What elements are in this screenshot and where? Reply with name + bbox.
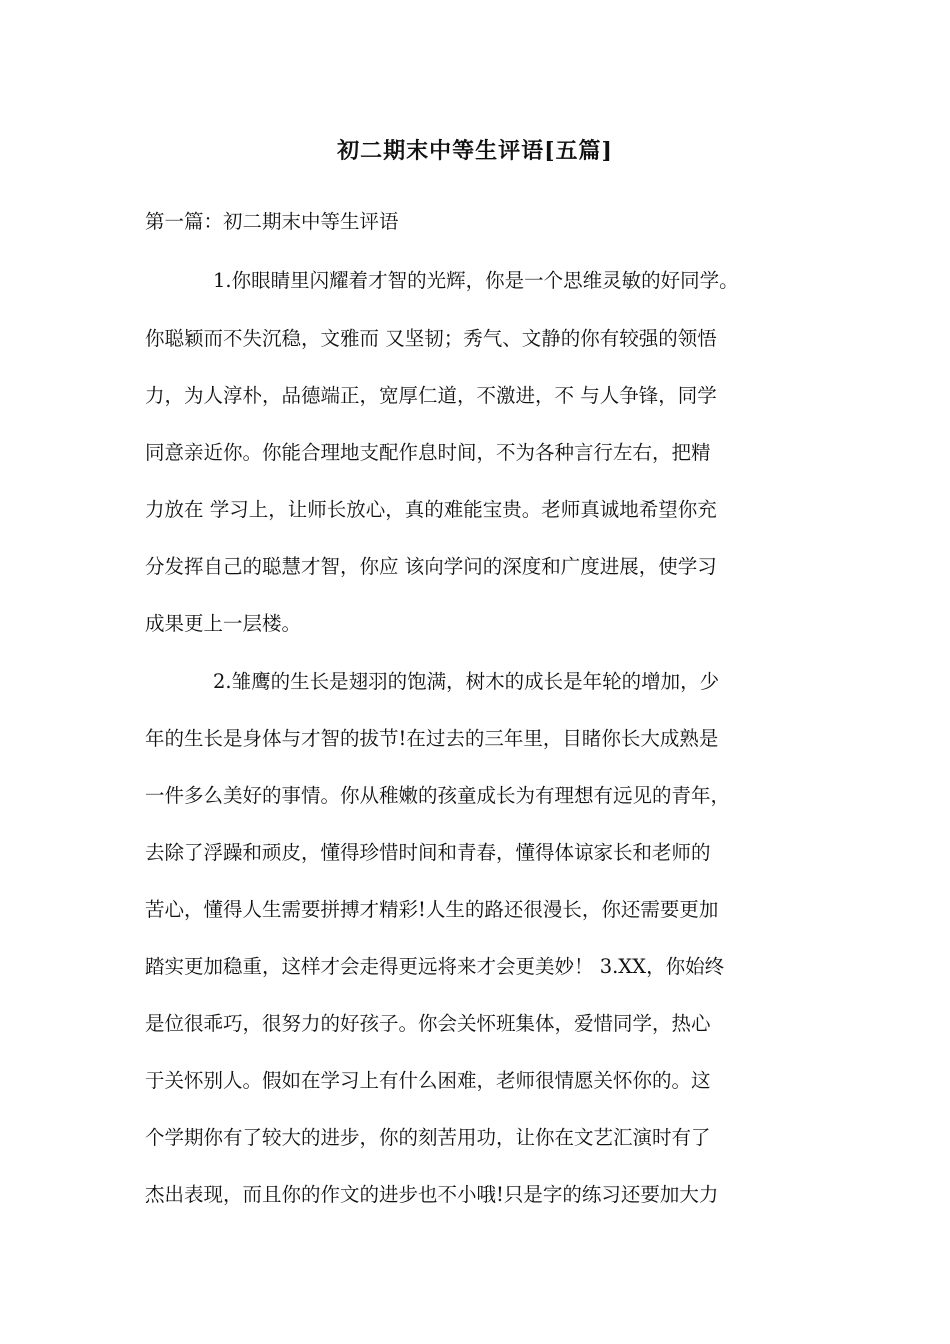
paragraph-line: 同意亲近你。你能合理地支配作息时间，不为各种言行左右，把精 bbox=[145, 441, 711, 464]
paragraph-line: 力放在 学习上，让师长放心，真的难能宝贵。老师真诚地希望你充 bbox=[145, 498, 717, 521]
paragraph-line: 苦心，懂得人生需要拼搏才精彩!人生的路还很漫长，你还需要更加 bbox=[145, 898, 719, 921]
paragraph-line: 杰出表现，而且你的作文的进步也不小哦!只是字的练习还要加大力 bbox=[145, 1183, 719, 1206]
section-heading: 第一篇：初二期末中等生评语 bbox=[145, 210, 399, 233]
paragraph-line: 于关怀别人。假如在学习上有什么困难，老师很情愿关怀你的。这 bbox=[145, 1069, 711, 1092]
paragraph-line: 踏实更加稳重，这样才会走得更远将来才会更美妙！ 3.XX，你始终 bbox=[145, 955, 725, 978]
paragraph-line: 成果更上一层楼。 bbox=[145, 612, 302, 635]
paragraph-line: 是位很乖巧，很努力的好孩子。你会关怀班集体，爱惜同学，热心 bbox=[145, 1012, 711, 1035]
paragraph-line: 2.雏鹰的生长是翅羽的饱满，树木的成长是年轮的增加，少 bbox=[213, 670, 720, 693]
document-title: 初二期末中等生评语[五篇] bbox=[337, 138, 613, 164]
paragraph-line: 去除了浮躁和顽皮，懂得珍惜时间和青春，懂得体谅家长和老师的 bbox=[145, 841, 711, 864]
paragraph-line: 年的生长是身体与才智的拔节!在过去的三年里，目睹你长大成熟是 bbox=[145, 727, 719, 750]
paragraph-line: 力，为人淳朴，品德端正，宽厚仁道，不激进，不 与人争锋，同学 bbox=[145, 384, 717, 407]
paragraph-line: 1.你眼睛里闪耀着才智的光辉，你是一个思维灵敏的好同学。 bbox=[213, 269, 739, 292]
paragraph-line: 分发挥自己的聪慧才智，你应 该向学问的深度和广度进展，使学习 bbox=[145, 555, 717, 578]
paragraph-line: 个学期你有了较大的进步，你的刻苦用功，让你在文艺汇演时有了 bbox=[145, 1126, 711, 1149]
paragraph-line: 你聪颖而不失沉稳，文雅而 又坚韧；秀气、文静的你有较强的领悟 bbox=[145, 327, 717, 350]
paragraph-line: 一件多么美好的事情。你从稚嫩的孩童成长为有理想有远见的青年， bbox=[145, 784, 731, 807]
